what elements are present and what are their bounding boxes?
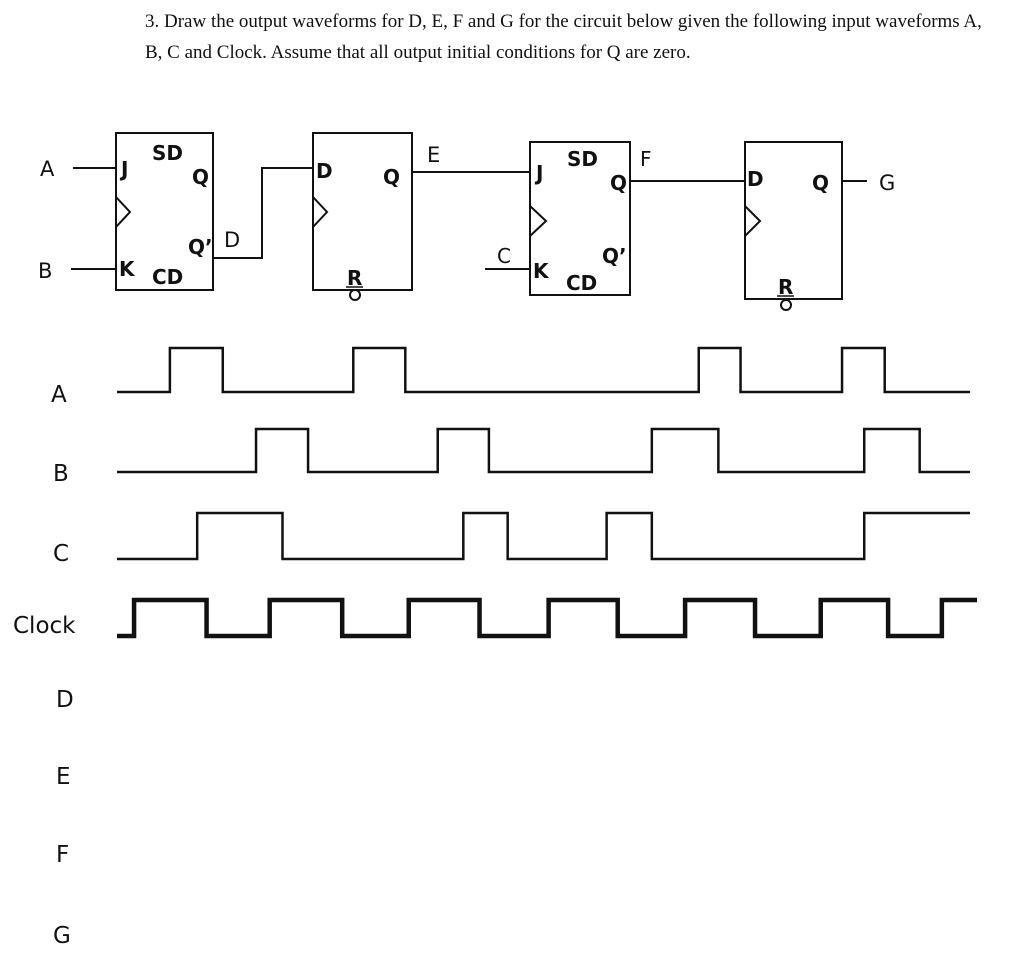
net-f-label: F xyxy=(640,147,652,171)
ff3-q-label: Q xyxy=(610,171,628,195)
ff1-j-label: J xyxy=(121,157,129,181)
waveform-label-c: C xyxy=(53,541,70,567)
input-a-label: A xyxy=(40,157,55,181)
ff2-reset-bubble xyxy=(350,290,360,300)
ff4-d-label: D xyxy=(747,167,764,191)
ff1-sd-label: SD xyxy=(152,141,184,165)
waveform-b xyxy=(117,429,970,472)
ff3-sd-label: SD xyxy=(567,147,599,171)
waveform-label-b: B xyxy=(53,461,69,487)
waveform-label-f: F xyxy=(56,842,70,868)
waveform-label-clock: Clock xyxy=(13,613,76,639)
ff3-qbar-label: Q’ xyxy=(602,244,627,268)
ff4-r-label: R xyxy=(778,275,794,299)
ff3-clock-triangle xyxy=(530,206,546,236)
ff1-clock-triangle xyxy=(116,197,130,227)
waveform-c xyxy=(117,513,970,559)
input-b-label: B xyxy=(38,259,53,283)
waveform-a xyxy=(117,348,970,392)
ff3-k-label: K xyxy=(533,259,549,283)
waveform-traces xyxy=(117,348,977,636)
ff2-d-label: D xyxy=(316,159,333,183)
ff3-j-label: J xyxy=(536,161,544,185)
ff4-clock-triangle xyxy=(745,206,760,236)
waveform-clock xyxy=(117,600,977,636)
circuit-labels xyxy=(38,141,895,299)
question-number: 3. xyxy=(145,11,160,32)
net-d-label: D xyxy=(224,228,241,252)
ff1-qbar-label: Q’ xyxy=(188,235,213,259)
ff2-q-label: Q xyxy=(383,165,401,189)
ff4-q-label: Q xyxy=(812,171,830,195)
ff3-cd-label: CD xyxy=(566,271,598,295)
waveform-labels xyxy=(13,382,76,949)
ff1-cd-label: CD xyxy=(152,265,184,289)
ff1-k-label: K xyxy=(119,257,135,281)
question-text: Draw the output waveforms for D, E, F and G for the circuit below given the following input waveforms A, B, C and Clock. Assume that all output initial conditions for Q are zero. xyxy=(145,11,982,63)
ff1-q-label: Q xyxy=(192,165,210,189)
circuit-diagram xyxy=(71,133,867,310)
ff2-clock-triangle xyxy=(313,197,327,227)
waveform-label-e: E xyxy=(56,764,71,790)
input-c-label: C xyxy=(497,244,511,268)
net-e-label: E xyxy=(427,143,441,167)
net-g-label: G xyxy=(879,171,896,195)
ff4-reset-bubble xyxy=(781,300,791,310)
waveform-label-d: D xyxy=(56,687,74,713)
waveform-label-a: A xyxy=(51,382,67,408)
waveform-label-g: G xyxy=(53,923,71,949)
ff2-r-label: R xyxy=(347,266,363,290)
